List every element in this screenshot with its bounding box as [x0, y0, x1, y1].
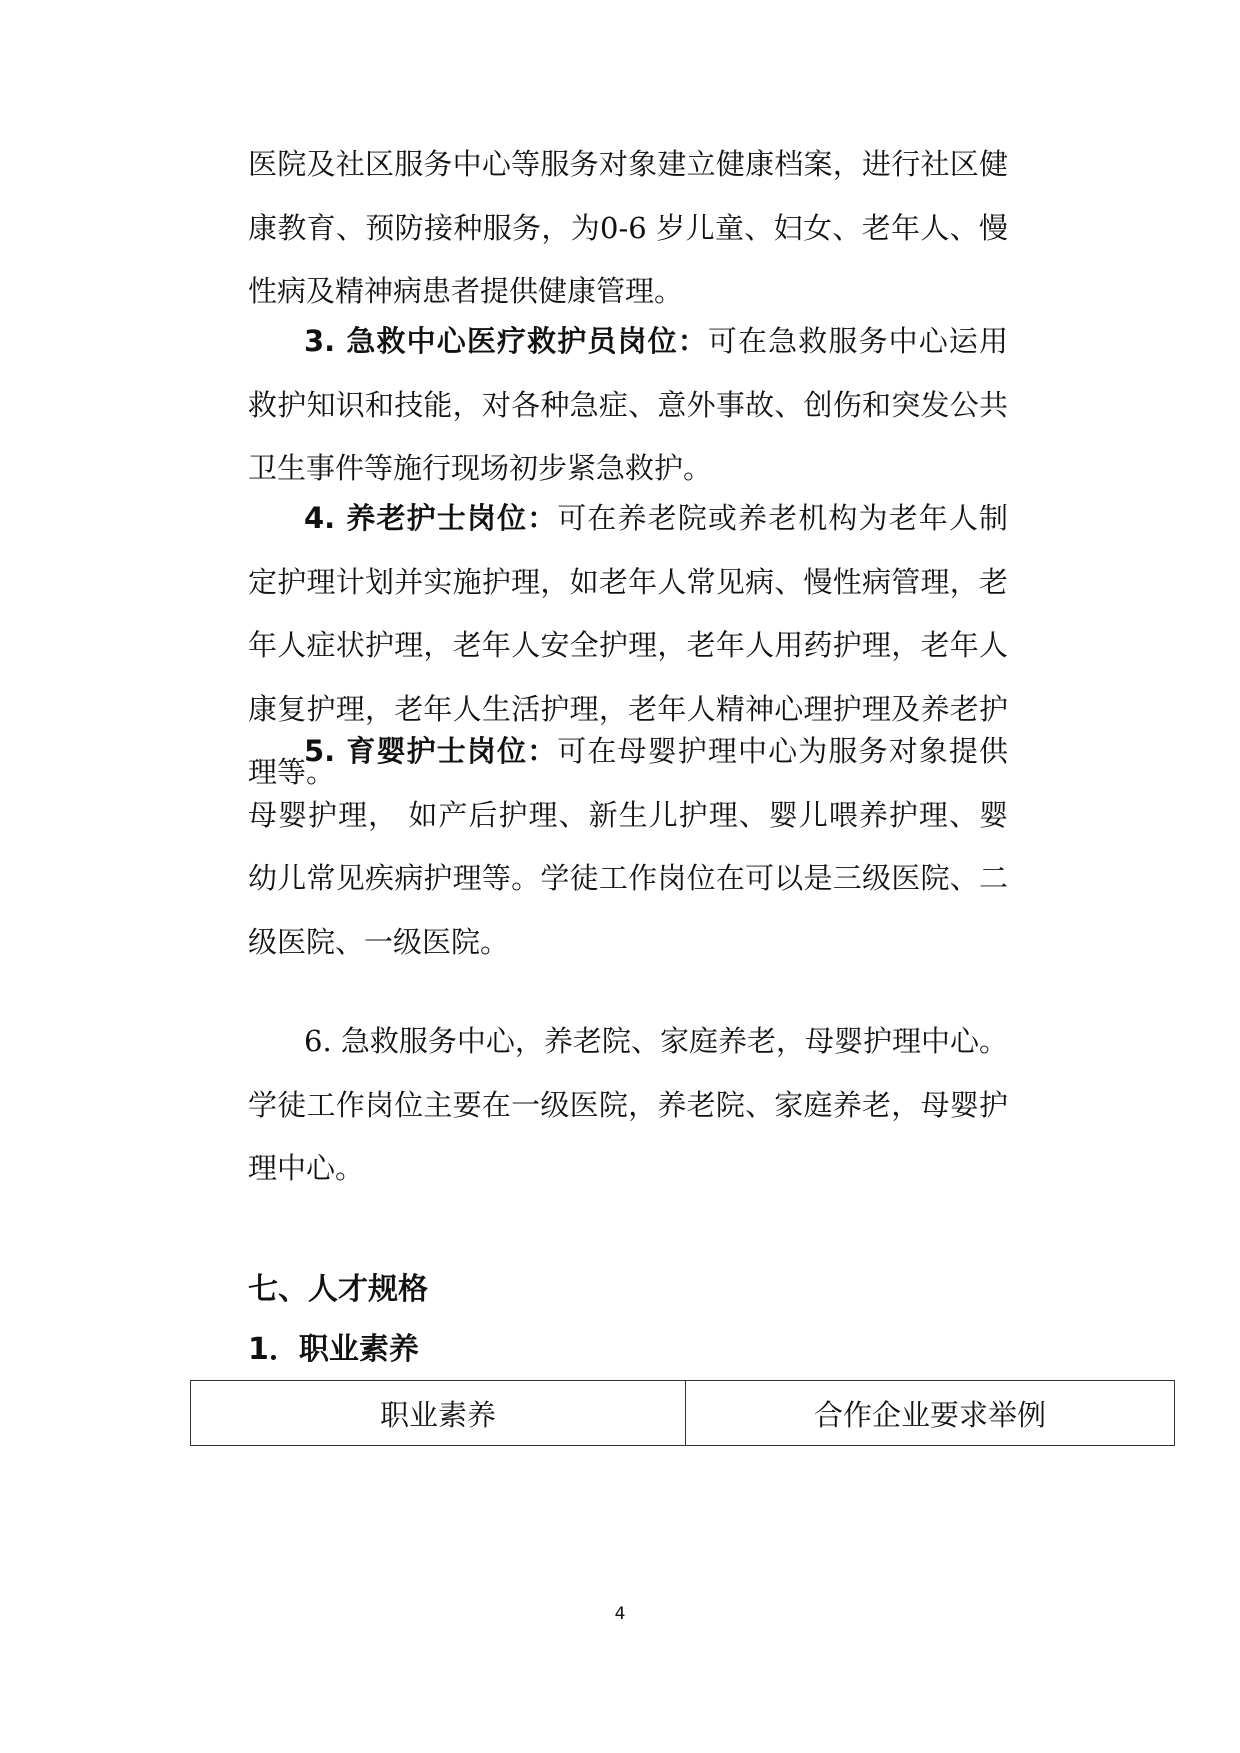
professional-quality-table: [190, 1380, 1175, 1446]
section-7-heading: 七、人才规格: [248, 1272, 428, 1307]
table-header-cell-enterprise-examples: 合作企业要求举例: [685, 1381, 1174, 1446]
paragraph-item-5: [248, 720, 1008, 974]
subsection-1-heading: 1．职业素养: [248, 1332, 419, 1367]
page-number: 4: [614, 1604, 626, 1624]
item-5-lead: 5. 育婴护士岗位：: [304, 734, 558, 768]
item-4-body: 可在养老院或养老机构为老年人制定护理计划并实施护理，如老年人常见病、慢性病管理，老年人症状护理，老年人安全护理，老年人用药护理，老年人康复护理，老年人生活护理，老年人精神心理护理及养老护理等。: [248, 501, 1008, 789]
item-5-body: 可在母婴护理中心为服务对象提供母婴护理， 如产后护理、新生儿护理、婴儿喂养护理、婴幼儿常见疾病护理等。学徒工作岗位在可以是三级医院、二级医院、一级医院。: [248, 734, 1008, 959]
paragraph-intro-text: 医院及社区服务中心等服务对象建立健康档案，进行社区健康教育、预防接种服务，为0-6 岁儿童、妇女、老年人、慢性病及精神病患者提供健康管理。: [248, 147, 1008, 308]
table-header-row: [191, 1381, 1175, 1446]
item-3-body: 可在急救服务中心运用救护知识和技能，对各种急症、意外事故、创伤和突发公共卫生事件等施行现场初步紧急救护。: [248, 324, 1008, 485]
item-6-text: 6. 急救服务中心，养老院、家庭养老，母婴护理中心。学徒工作岗位主要在一级医院，养老院、家庭养老，母婴护理中心。: [248, 1024, 1008, 1185]
table-header-cell-quality: 职业素养: [191, 1381, 686, 1446]
paragraph-item-6: [248, 1010, 1008, 1201]
item-3-lead: 3. 急救中心医疗救护员岗位：: [304, 324, 708, 358]
paragraph-intro: [248, 133, 1008, 324]
item-4-lead: 4. 养老护士岗位：: [304, 501, 558, 535]
paragraph-item-3: [248, 310, 1008, 501]
